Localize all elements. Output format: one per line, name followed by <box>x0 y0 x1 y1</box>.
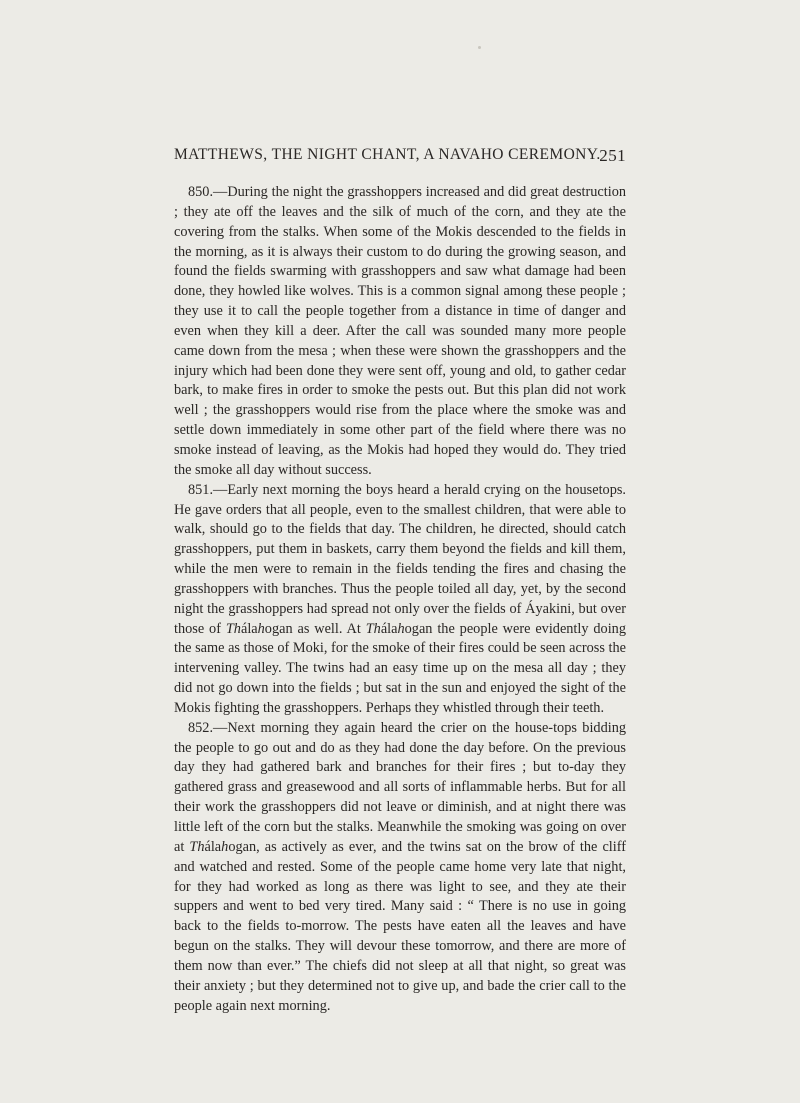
text-segment: og <box>228 838 243 855</box>
paragraph-text <box>174 720 626 1014</box>
italic-segment: h <box>397 620 405 637</box>
text-segment: ála <box>380 620 398 637</box>
text-segment: an as well. At <box>279 620 366 637</box>
paragraph-number: 850. <box>188 184 214 200</box>
text-segment: an, as actively as ever, and the twins sat on the brow of the cliff and watched and rested. Some of the people came home very late that night, for they had worked as long as there was light to see, and they ate their suppers and went to bed very tired. Many said : “ There is no use in going back to the fields to-morrow. The pests have eaten all the leaves and have begun on the stalks. They will devour these tomorrow, and there are more of them now than ever.” The chiefs did not sleep at all that night, so great was their anxiety ; but they determined not to give up, and bade the crier call to the people again next morning. <box>174 838 626 1014</box>
paragraph-number: 852. <box>188 719 214 736</box>
body-text <box>174 183 626 1016</box>
text-segment: —Early next morning the boys heard a herald crying on the housetops. He gave orders that all people, even to the smallest children, that were able to walk, should go to the fields that day. The children, he directed, should catch grasshoppers, put them in baskets, carry them beyond the fields and kill them, while the men were to remain in the fields tending the fires and chasing the grasshoppers with branches. Thus the people toiled all day, yet, by the second night the grasshoppers had spread not only over the fields of Áyakini, but over those of <box>174 481 626 637</box>
paragraph <box>174 183 626 481</box>
italic-segment: h <box>221 838 229 855</box>
text-segment: ála <box>240 620 258 637</box>
page-number: 251 <box>599 146 626 165</box>
paragraph-text <box>174 184 626 478</box>
text-segment: ála <box>204 838 222 855</box>
text-segment: —Next morning they again heard the crier on the house-tops bidding the people to go out and do as they had done the day before. On the previous day they had gathered bark and branches for their fires ; but to-day they gathered grass and greasewood and all sorts of inflammable herbs. But for all their work the grasshoppers did not leave or diminish, and at night there was little left of the corn but the stalks. Meanwhile the smoking was going on over at <box>174 719 626 855</box>
paragraph-number: 851. <box>188 481 214 498</box>
italic-segment: Th <box>365 620 381 637</box>
paragraph-text <box>174 482 626 716</box>
paragraph <box>174 719 626 1017</box>
running-head: MATTHEWS, THE NIGHT CHANT, A NAVAHO CEREMONY. <box>174 146 601 163</box>
italic-segment: Th <box>225 620 241 637</box>
text-segment: an the people were evidently doing the same as those of Moki, for the smoke of their fires could be seen across the intervening valley. The twins had an easy time up on the mesa all day ; they did not go down into the fields ; but sat in the sun and enjoyed the sight of the Mokis fighting the grasshoppers. Perhaps they whistled through their teeth. <box>174 620 626 716</box>
text-segment: —During the night the grasshoppers increased and did great destruction ; they ate off the leaves and the silk of much of the corn, and they ate the covering from the stalks. When some of the Mokis descended to the fields in the morning, as it is always their custom to do during the growing season, and found the fields swarming with grasshoppers and saw what damage had been done, they howled like wolves. This is a common signal among these people ; they use it to call the people together from a distance in time of danger and even when they kill a deer. After the call was sounded many more people came down from the mesa ; when these were shown the grasshoppers and the injury which had been done they were sent off, young and old, to gather cedar bark, to make fires in order to smoke the pests out. But this plan did not work well ; the grasshoppers would rise from the place where the smoke was and settle down immediately in some other part of the field where there was no smoke instead of leaving, as the Mokis had hoped they would do. They tried the smoke all day without success. <box>174 184 626 478</box>
paper-speck <box>478 46 481 49</box>
page-header <box>174 146 626 172</box>
paragraph <box>174 481 626 719</box>
italic-segment: Th <box>189 838 205 855</box>
italic-segment: h <box>257 620 265 637</box>
text-segment: og <box>264 620 280 637</box>
text-segment: og <box>404 620 419 637</box>
